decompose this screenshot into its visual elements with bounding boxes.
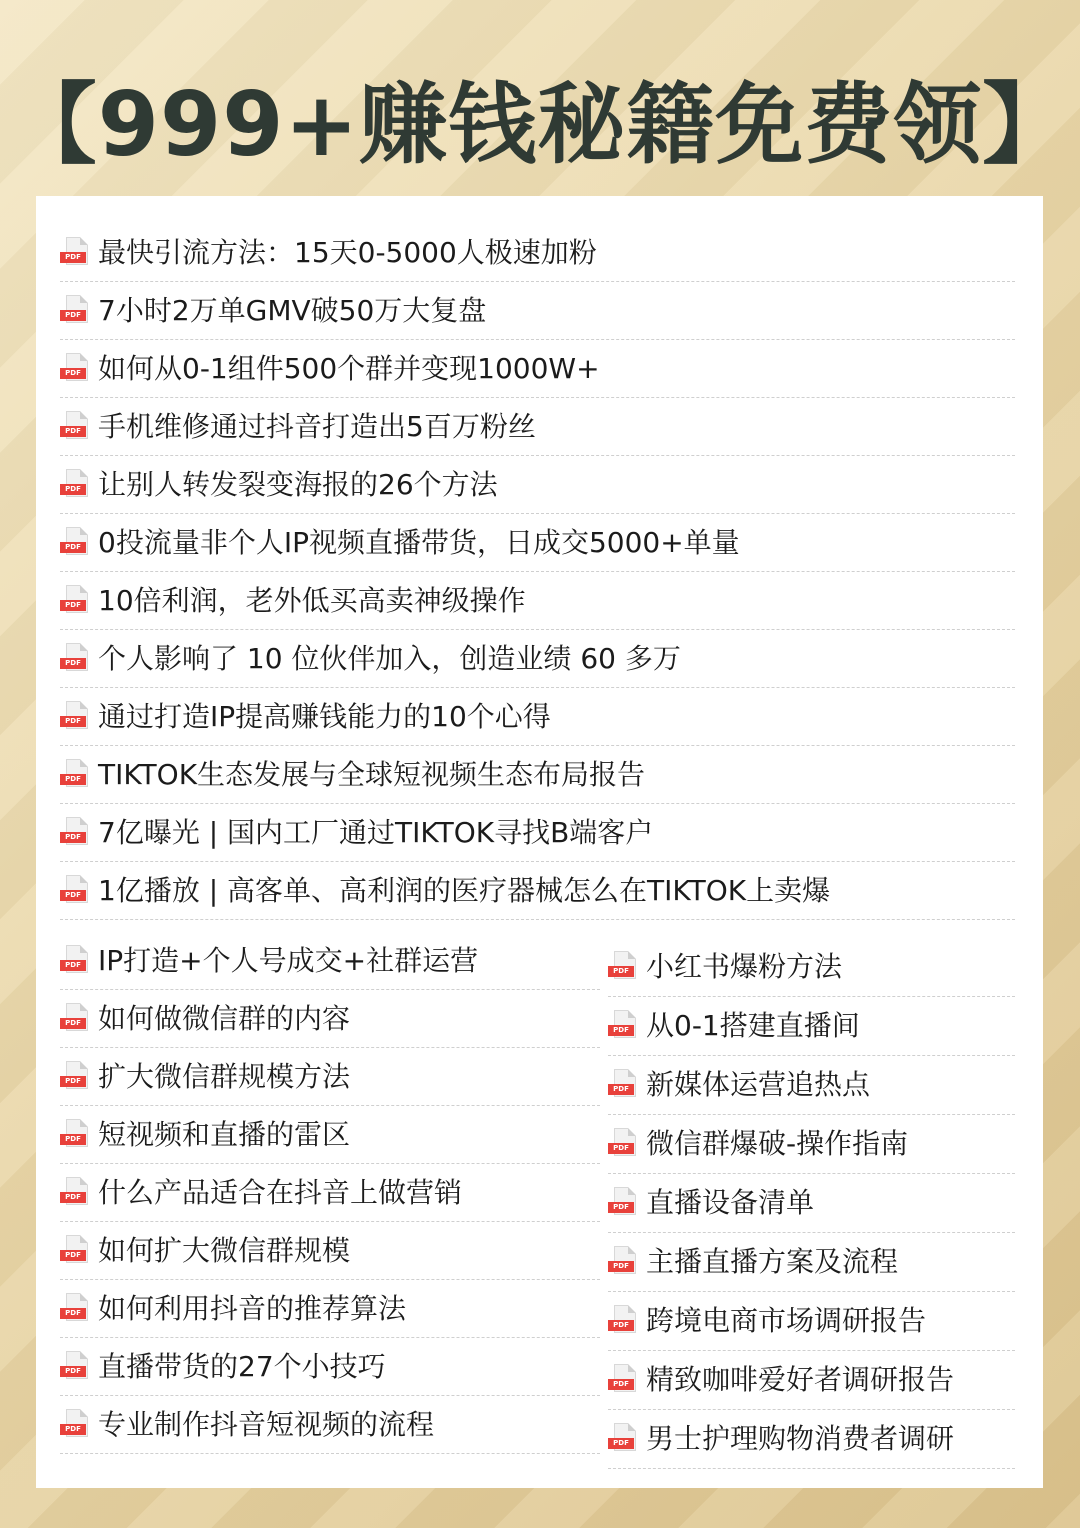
resource-title: 0投流量非个人IP视频直播带货，日成交5000+单量 — [98, 525, 740, 559]
resource-title: IP打造+个人号成交+社群运营 — [98, 943, 479, 977]
pdf-file-icon — [60, 353, 90, 385]
resource-list-item[interactable] — [60, 746, 1015, 804]
pdf-file-icon — [60, 1177, 90, 1209]
resource-title: 7亿曝光 | 国内工厂通过TIKTOK寻找B端客户 — [98, 815, 654, 849]
pdf-file-icon — [608, 1069, 638, 1101]
pdf-file-icon — [608, 1364, 638, 1396]
pdf-icon-tag: PDF — [60, 1134, 86, 1145]
resource-title: 直播带货的27个小技巧 — [98, 1349, 386, 1383]
resource-list-item[interactable] — [60, 932, 600, 990]
resource-list-item[interactable] — [60, 688, 1015, 746]
pdf-icon-tag: PDF — [60, 890, 86, 901]
resource-title: 手机维修通过抖音打造出5百万粉丝 — [98, 409, 536, 443]
resource-list-item[interactable] — [60, 862, 1015, 920]
pdf-icon-fold — [80, 1409, 88, 1417]
resource-list-item[interactable] — [60, 990, 600, 1048]
resource-title: 1亿播放 | 高客单、高利润的医疗器械怎么在TIKTOK上卖爆 — [98, 873, 831, 907]
resource-title: 10倍利润，老外低买高卖神级操作 — [98, 583, 526, 617]
resource-title: 短视频和直播的雷区 — [98, 1117, 351, 1151]
resource-list-item[interactable] — [608, 1233, 1015, 1292]
resource-list-item[interactable] — [608, 1351, 1015, 1410]
resource-title: 最快引流方法：15天0-5000人极速加粉 — [98, 235, 597, 269]
right-column-resource-list — [608, 938, 1015, 1469]
pdf-icon-fold — [80, 701, 88, 709]
pdf-icon-fold — [628, 1187, 636, 1195]
pdf-icon-fold — [80, 469, 88, 477]
pdf-icon-tag: PDF — [60, 310, 86, 321]
pdf-file-icon — [60, 759, 90, 791]
pdf-icon-tag: PDF — [608, 1202, 634, 1213]
pdf-file-icon — [60, 527, 90, 559]
pdf-icon-fold — [80, 759, 88, 767]
pdf-file-icon — [60, 701, 90, 733]
pdf-icon-fold — [628, 1069, 636, 1077]
resource-list-item[interactable] — [60, 1106, 600, 1164]
pdf-icon-tag: PDF — [60, 600, 86, 611]
resource-title: 跨境电商市场调研报告 — [646, 1304, 927, 1337]
pdf-file-icon — [60, 1409, 90, 1441]
pdf-icon-fold — [80, 585, 88, 593]
pdf-icon-fold — [80, 1061, 88, 1069]
pdf-file-icon — [60, 237, 90, 269]
resource-title: 让别人转发裂变海报的26个方法 — [98, 467, 498, 501]
resource-list-item[interactable] — [60, 340, 1015, 398]
pdf-icon-tag: PDF — [60, 426, 86, 437]
resource-title: 精致咖啡爱好者调研报告 — [646, 1363, 955, 1396]
pdf-icon-fold — [628, 951, 636, 959]
pdf-icon-fold — [80, 1351, 88, 1359]
resource-list-item[interactable] — [60, 630, 1015, 688]
resource-list-item[interactable] — [60, 224, 1015, 282]
pdf-icon-fold — [628, 1364, 636, 1372]
resource-list-item[interactable] — [60, 1048, 600, 1106]
resource-list-item[interactable] — [60, 1396, 600, 1454]
pdf-icon-fold — [80, 1235, 88, 1243]
resource-title: 小红书爆粉方法 — [646, 950, 843, 983]
pdf-icon-tag: PDF — [608, 1320, 634, 1331]
pdf-icon-fold — [628, 1423, 636, 1431]
pdf-file-icon — [60, 1351, 90, 1383]
pdf-icon-tag: PDF — [60, 960, 86, 971]
resource-list-item[interactable] — [608, 938, 1015, 997]
pdf-icon-fold — [80, 1177, 88, 1185]
pdf-file-icon — [60, 469, 90, 501]
pdf-file-icon — [60, 295, 90, 327]
resource-list-item[interactable] — [60, 804, 1015, 862]
resource-title: 男士护理购物消费者调研 — [646, 1422, 955, 1455]
pdf-icon-fold — [80, 527, 88, 535]
pdf-icon-tag: PDF — [608, 1379, 634, 1390]
pdf-file-icon — [60, 1003, 90, 1035]
pdf-icon-fold — [80, 875, 88, 883]
resource-title: TIKTOK生态发展与全球短视频生态布局报告 — [98, 757, 646, 791]
resource-title: 如何扩大微信群规模 — [98, 1233, 351, 1267]
pdf-file-icon — [608, 1128, 638, 1160]
resource-list-item[interactable] — [60, 514, 1015, 572]
pdf-icon-fold — [80, 1293, 88, 1301]
resource-list-item[interactable] — [608, 1410, 1015, 1469]
pdf-icon-fold — [80, 1119, 88, 1127]
resource-title: 通过打造IP提高赚钱能力的10个心得 — [98, 699, 551, 733]
pdf-icon-fold — [628, 1305, 636, 1313]
pdf-icon-fold — [628, 1128, 636, 1136]
pdf-icon-fold — [80, 1003, 88, 1011]
pdf-icon-tag: PDF — [60, 484, 86, 495]
pdf-file-icon — [60, 411, 90, 443]
pdf-icon-tag: PDF — [60, 1192, 86, 1203]
pdf-icon-tag: PDF — [60, 658, 86, 669]
pdf-icon-fold — [628, 1010, 636, 1018]
pdf-icon-tag: PDF — [608, 1084, 634, 1095]
resource-title: 新媒体运营追热点 — [646, 1068, 871, 1101]
pdf-file-icon — [608, 1010, 638, 1042]
pdf-icon-tag: PDF — [608, 1143, 634, 1154]
resource-list-item[interactable] — [60, 456, 1015, 514]
pdf-icon-tag: PDF — [60, 716, 86, 727]
pdf-file-icon — [60, 817, 90, 849]
pdf-icon-tag: PDF — [60, 1308, 86, 1319]
resource-list-item[interactable] — [60, 572, 1015, 630]
left-column-resource-list — [60, 932, 600, 1454]
pdf-file-icon — [60, 585, 90, 617]
resource-list-item[interactable] — [60, 398, 1015, 456]
pdf-icon-tag: PDF — [60, 1424, 86, 1435]
pdf-icon-tag: PDF — [60, 252, 86, 263]
pdf-icon-tag: PDF — [608, 1025, 634, 1036]
resource-list-item[interactable] — [608, 997, 1015, 1056]
pdf-icon-tag: PDF — [608, 1261, 634, 1272]
pdf-file-icon — [60, 1061, 90, 1093]
resource-list-item[interactable] — [60, 1222, 600, 1280]
pdf-icon-fold — [80, 237, 88, 245]
pdf-icon-tag: PDF — [608, 1438, 634, 1449]
resource-list-item[interactable] — [60, 1338, 600, 1396]
pdf-icon-tag: PDF — [60, 832, 86, 843]
resource-list-card — [36, 196, 1043, 1488]
pdf-file-icon — [608, 1246, 638, 1278]
resource-title: 主播直播方案及流程 — [646, 1245, 899, 1278]
pdf-icon-fold — [80, 945, 88, 953]
pdf-file-icon — [60, 1235, 90, 1267]
resource-title: 7小时2万单GMV破50万大复盘 — [98, 293, 487, 327]
pdf-file-icon — [60, 643, 90, 675]
pdf-icon-tag: PDF — [60, 1366, 86, 1377]
page-title: 【999+赚钱秘籍免费领】 — [8, 73, 1072, 176]
resource-list-item[interactable] — [60, 1164, 600, 1222]
pdf-file-icon — [608, 1423, 638, 1455]
resource-title: 从0-1搭建直播间 — [646, 1009, 860, 1042]
resource-title: 个人影响了 10 位伙伴加入，创造业绩 60 多万 — [98, 641, 681, 675]
pdf-file-icon — [60, 875, 90, 907]
pdf-icon-fold — [80, 817, 88, 825]
resource-list-item[interactable] — [60, 1280, 600, 1338]
pdf-file-icon — [60, 1119, 90, 1151]
resource-title: 什么产品适合在抖音上做营销 — [98, 1175, 463, 1209]
pdf-file-icon — [608, 1187, 638, 1219]
pdf-file-icon — [608, 1305, 638, 1337]
resource-list-item[interactable] — [608, 1174, 1015, 1233]
pdf-icon-tag: PDF — [60, 542, 86, 553]
pdf-icon-tag: PDF — [60, 1018, 86, 1029]
pdf-icon-fold — [80, 295, 88, 303]
pdf-icon-fold — [80, 353, 88, 361]
full-width-resource-list — [60, 224, 1015, 920]
resource-title: 如何利用抖音的推荐算法 — [98, 1291, 407, 1325]
resource-title: 扩大微信群规模方法 — [98, 1059, 351, 1093]
pdf-icon-tag: PDF — [60, 1076, 86, 1087]
resource-title: 微信群爆破-操作指南 — [646, 1127, 909, 1160]
pdf-icon-tag: PDF — [60, 368, 86, 379]
pdf-file-icon — [60, 945, 90, 977]
pdf-icon-tag: PDF — [60, 774, 86, 785]
resource-title: 直播设备清单 — [646, 1186, 815, 1219]
pdf-icon-fold — [628, 1246, 636, 1254]
resource-title: 如何做微信群的内容 — [98, 1001, 351, 1035]
resource-title: 如何从0-1组件500个群并变现1000W+ — [98, 351, 600, 385]
pdf-file-icon — [60, 1293, 90, 1325]
resource-title: 专业制作抖音短视频的流程 — [98, 1407, 435, 1441]
pdf-file-icon — [608, 951, 638, 983]
pdf-icon-tag: PDF — [608, 966, 634, 977]
resource-list-item[interactable] — [60, 282, 1015, 340]
pdf-icon-tag: PDF — [60, 1250, 86, 1261]
resource-list-item[interactable] — [608, 1292, 1015, 1351]
pdf-icon-fold — [80, 643, 88, 651]
resource-list-item[interactable] — [608, 1115, 1015, 1174]
resource-list-item[interactable] — [608, 1056, 1015, 1115]
pdf-icon-fold — [80, 411, 88, 419]
